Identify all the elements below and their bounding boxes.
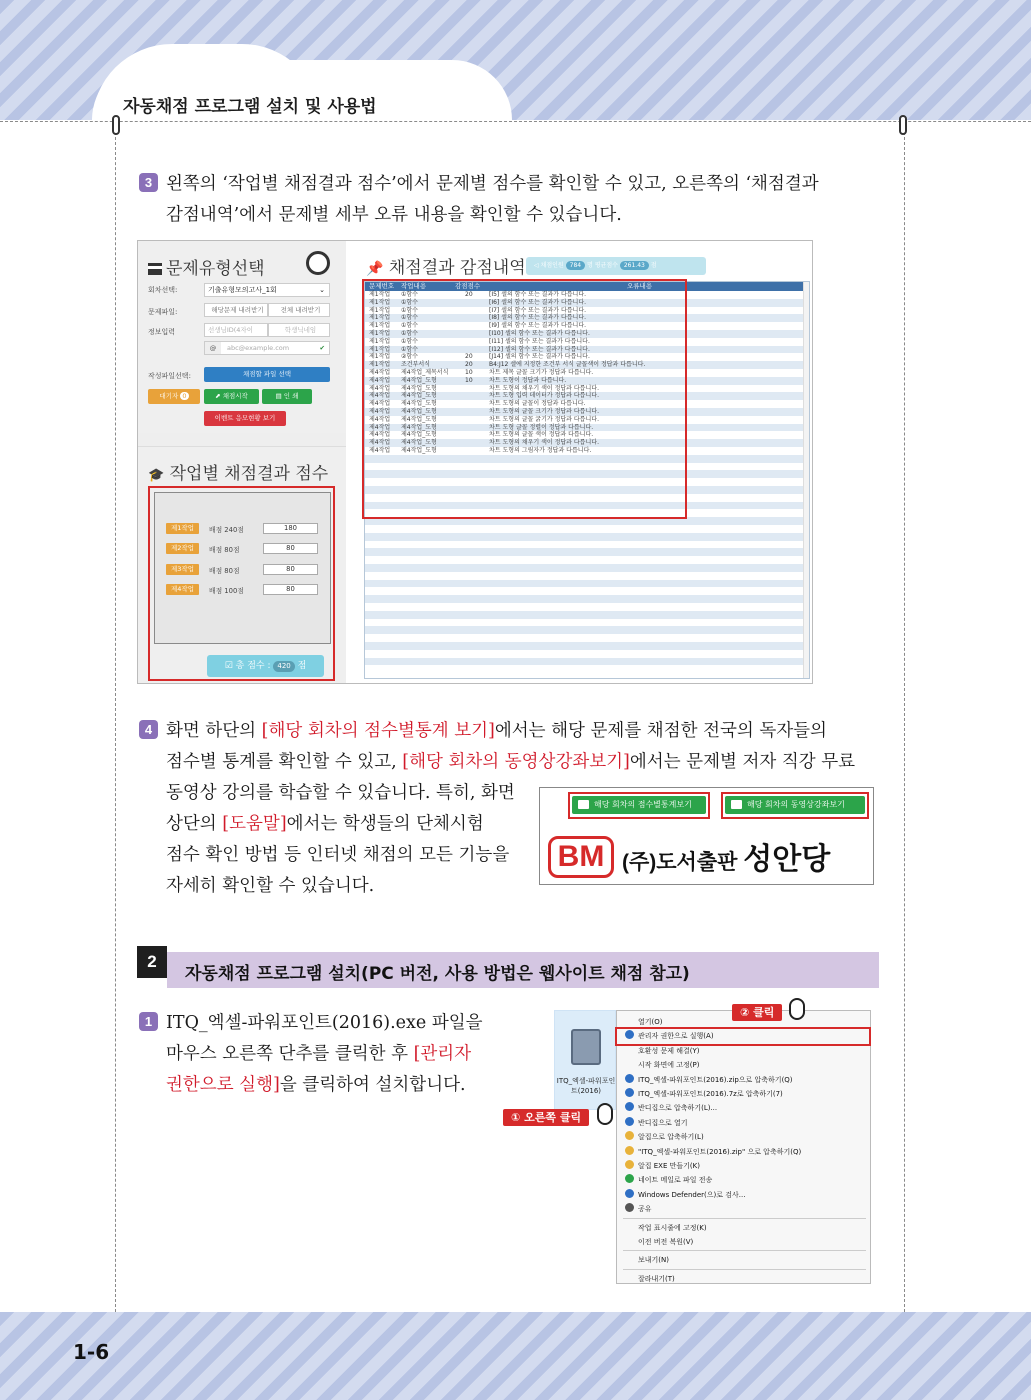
step4-text: 동영상 강의를 학습할 수 있습니다. 특히, 화면 <box>166 783 515 803</box>
click-callout: ② 클릭 <box>732 1004 782 1021</box>
table-cell: 차트 도형이 정답과 다릅니다. <box>489 376 567 384</box>
graders-value: 784 <box>566 261 585 270</box>
table-cell: ②함수 <box>401 353 418 361</box>
context-menu-item-label: 관리자 권한으로 실행(A) <box>638 1032 714 1041</box>
section2-heading <box>137 946 879 988</box>
wait-count: 0 <box>182 392 187 400</box>
step1-paragraph <box>139 1008 529 1101</box>
step-badge: 3 <box>139 173 158 192</box>
print-label: 인 쇄 <box>283 392 299 400</box>
step4-text: 점수별 통계를 확인할 수 있고, <box>166 752 403 772</box>
printer-icon: ▤ <box>275 392 282 400</box>
score-heading-text: 작업별 채점결과 점수 <box>169 464 329 484</box>
table-row <box>365 619 805 627</box>
start-grading-button[interactable] <box>204 389 259 404</box>
help-link-text: [도움말] <box>222 814 287 834</box>
table-cell: 제4작업 <box>369 415 391 423</box>
context-menu-item-label: Windows Defender(으)로 검사... <box>638 1190 746 1199</box>
table-cell: 차트 도형의 글꼴 크기가 정답과 다릅니다. <box>489 408 599 415</box>
table-scrollbar[interactable] <box>803 282 809 679</box>
publisher-main-name: 성안당 <box>743 843 831 876</box>
table-cell: [I12] 셀의 함수 또는 결과가 다릅니다. <box>489 345 590 353</box>
download-problem-button[interactable]: 해당문제 내려받기 <box>204 303 268 317</box>
context-menu-item-label: 공유 <box>638 1205 652 1214</box>
pin-icon: 📌 <box>366 261 384 277</box>
list-icon <box>148 263 162 275</box>
table-cell: ①함수 <box>401 298 418 306</box>
deduction-highlight-box <box>362 279 687 519</box>
context-menu-item[interactable] <box>625 1073 793 1087</box>
table-cell: 제4작업 <box>369 376 391 384</box>
event-button[interactable]: 이벤트 응모현황 보기 <box>204 411 286 426</box>
binder-pin-icon <box>112 115 120 135</box>
avg-unit: 점 <box>650 262 657 269</box>
table-cell: 제4작업_도형 <box>401 384 437 392</box>
step4-text: 에서는 문제별 저자 직강 무료 <box>629 752 856 772</box>
grading-app-screenshot <box>137 240 813 684</box>
result-stats <box>526 257 706 275</box>
table-cell: [I6] 셀의 함수 또는 결과가 다릅니다. <box>489 298 587 306</box>
context-menu-item[interactable] <box>625 1221 707 1235</box>
score-label: 배점 80점 <box>209 546 240 554</box>
stats-icon <box>578 800 589 809</box>
score-label: 배점 80점 <box>209 567 240 575</box>
section2-number: 2 <box>137 946 167 978</box>
table-cell: 제1작업 <box>369 353 391 361</box>
table-row <box>365 634 805 642</box>
table-cell: 제4작업_도형 <box>401 392 437 400</box>
installer-file-label: ITQ_엑셀-파워포인트(2016) <box>556 1077 616 1095</box>
total-unit: 점 <box>297 661 307 671</box>
context-menu-item-label: 이전 버전 복원(V) <box>638 1238 694 1246</box>
graders-label: 채점인원 <box>540 262 564 269</box>
video-view-button[interactable] <box>725 796 865 814</box>
score-value: 180 <box>263 523 318 534</box>
table-row <box>365 626 805 634</box>
context-menu-item-label: 시작 화면에 고정(P) <box>638 1061 700 1070</box>
context-menu-item-label: 알집으로 압축하기(L) <box>638 1133 704 1142</box>
left-pane <box>138 241 346 683</box>
email-input[interactable] <box>204 341 330 355</box>
stats-link-text: [해당 회차의 점수별통계 보기] <box>261 721 495 741</box>
table-row <box>365 658 805 666</box>
context-menu-item-label: 잘라내기(T) <box>638 1274 675 1283</box>
column-header: 오류내용 <box>627 282 653 290</box>
menu-item-icon <box>625 1088 634 1097</box>
page-number: 1-6 <box>73 1340 110 1364</box>
context-menu-item[interactable] <box>625 1188 745 1202</box>
table-cell: 제4작업_도형 <box>401 376 437 384</box>
file-label: 문제파일: <box>148 308 178 316</box>
mouse-icon <box>597 1103 613 1125</box>
publisher-prefix: (주)도서출판 <box>622 851 744 874</box>
menu-item-icon <box>625 1102 634 1111</box>
context-menu-item[interactable] <box>625 1116 688 1130</box>
step4-text: 자세히 확인할 수 있습니다. <box>166 876 375 896</box>
table-row <box>365 595 805 603</box>
context-menu-item[interactable] <box>625 1202 652 1216</box>
step4-text: 점수 확인 방법 등 인터넷 채점의 모든 기능을 <box>166 845 510 865</box>
context-menu-item-label: 반디집으로 열기 <box>638 1118 688 1127</box>
table-cell: 제4작업 <box>369 439 391 447</box>
round-label: 회차선택: <box>148 286 178 294</box>
menu-item-icon <box>625 1146 634 1155</box>
start-grading-label: 채점시작 <box>222 392 248 400</box>
check-square-icon: ☑ <box>224 661 233 671</box>
video-link-text: [해당 회차의 동영상강좌보기] <box>402 752 630 772</box>
binder-pin-icon <box>899 115 907 135</box>
menu-item-icon <box>625 1174 634 1183</box>
alarm-clock-icon <box>306 251 330 275</box>
right-click-callout: ① 오른쪽 클릭 <box>503 1109 589 1126</box>
avg-value: 261.43 <box>620 261 649 270</box>
menu-item-icon <box>625 1117 634 1126</box>
context-menu-item-label: 작업 표시줄에 고정(K) <box>638 1223 707 1232</box>
context-menu-item[interactable] <box>625 1130 704 1144</box>
email-placeholder: abc@example.com <box>227 344 290 352</box>
context-menu-item[interactable] <box>625 1272 675 1286</box>
table-cell: 차트 도형의 그림자가 정답과 다릅니다. <box>489 447 592 454</box>
context-menu-item-label: 네이트 메일로 파일 전송 <box>638 1176 713 1185</box>
table-cell: 제4작업_도형 <box>401 415 437 423</box>
avg-label: 평균점수 <box>594 262 618 269</box>
table-cell: 제4작업 <box>369 400 391 408</box>
table-cell: 차트 도형의 글꼴 굵기가 정답과 다릅니다. <box>489 415 599 423</box>
context-menu-item-label: ITQ_엑셀-파워포인트(2016).7z로 압축하기(7) <box>638 1090 783 1098</box>
score-label: 배점 240점 <box>209 526 244 534</box>
table-cell: [J14] 셀의 함수 또는 결과가 다릅니다. <box>489 353 590 361</box>
menu-separator <box>623 1269 866 1270</box>
score-heading <box>148 459 328 484</box>
menu-item-icon <box>625 1074 634 1083</box>
table-cell: 제4작업 <box>369 369 391 376</box>
step3-line2: 감점내역’에서 문제별 세부 오류 내용을 확인할 수 있습니다. <box>166 205 622 225</box>
table-cell: B4:J12 셀에 지정한 조건부 서식 글꼴색이 정답과 다릅니다. <box>489 361 646 369</box>
score-value: 80 <box>263 584 318 595</box>
table-cell: [I9] 셀의 함수 또는 결과가 다릅니다. <box>489 322 587 330</box>
table-cell: 차트 도형의 채우기 색이 정답과 다릅니다. <box>489 384 599 392</box>
table-cell: 차트 도형 글꼴 정렬이 정답과 다릅니다. <box>489 423 594 431</box>
table-cell: 10 <box>465 369 473 376</box>
section2-title: 자동채점 프로그램 설치(PC 버전, 사용 방법은 웹사이트 채점 참고) <box>185 964 690 984</box>
column-header: 작업내용 <box>401 282 427 290</box>
teacher-id-input[interactable]: 선생님ID(4자이 <box>204 323 268 337</box>
context-menu-item-label: 열기(O) <box>638 1018 663 1026</box>
context-menu <box>616 1010 871 1284</box>
run-as-admin-text: 권한으로 실행] <box>166 1075 280 1095</box>
table-cell: 제4작업_도형 <box>401 439 437 447</box>
context-menu-screenshot <box>554 1010 871 1284</box>
result-heading <box>366 253 526 278</box>
table-cell: 10 <box>465 376 473 384</box>
table-cell: 제4작업_도형 <box>401 423 437 431</box>
student-name-input[interactable]: 학생닉네임 <box>268 323 330 337</box>
table-cell: ①함수 <box>401 306 418 314</box>
column-header: 문제번호 <box>369 282 395 290</box>
problem-type-heading-text: 문제유형선택 <box>166 259 265 279</box>
chapter-header-title: 자동채점 프로그램 설치 및 사용법 <box>123 97 377 117</box>
table-cell: ①함수 <box>401 322 418 330</box>
print-button[interactable] <box>262 389 312 404</box>
installer-icon <box>571 1029 601 1065</box>
score-value: 80 <box>263 543 318 554</box>
table-cell: [I11] 셀의 함수 또는 결과가 다릅니다. <box>489 337 590 345</box>
table-cell: 차트 도형의 채우기 색이 정답과 다릅니다. <box>489 439 599 447</box>
wait-badge <box>148 389 200 404</box>
score-list <box>154 492 331 644</box>
menu-item-icon <box>625 1189 634 1198</box>
info-label: 정보입력 <box>148 328 176 336</box>
table-cell: 제1작업 <box>369 345 391 353</box>
table-cell: [I10] 셀의 함수 또는 결과가 다릅니다. <box>489 330 590 337</box>
table-row <box>365 525 805 533</box>
table-cell: 제1작업 <box>369 291 391 298</box>
context-menu-item-label: 호환성 문제 해결(Y) <box>638 1046 700 1055</box>
context-menu-item[interactable] <box>625 1101 717 1115</box>
table-row <box>365 603 805 611</box>
wait-label: 대기자 <box>159 392 179 400</box>
stats-view-button[interactable] <box>572 796 706 814</box>
menu-separator <box>623 1218 866 1219</box>
total-value: 420 <box>273 661 294 672</box>
graduation-cap-icon: 🎓 <box>148 468 165 483</box>
at-sign-icon: @ <box>205 342 221 354</box>
context-menu-item-label: ITQ_엑셀-파워포인트(2016).zip으로 압축하기(Q) <box>638 1075 793 1084</box>
table-cell: ①함수 <box>401 291 418 298</box>
table-cell: 제1작업 <box>369 298 391 306</box>
context-menu-item-label: 알집 EXE 만들기(K) <box>638 1162 700 1170</box>
context-menu-item[interactable] <box>625 1173 712 1187</box>
table-cell: 20 <box>465 291 473 298</box>
work-file-label: 작성파일선택: <box>148 372 191 380</box>
stats-view-label: 해당 회차의 점수별통계보기 <box>594 800 692 809</box>
menu-separator <box>623 1250 866 1251</box>
step3-paragraph <box>139 169 889 231</box>
round-select-value: 기출유형모의고사_1회 <box>208 286 277 294</box>
select-file-button[interactable]: 채점할 파일 선택 <box>204 367 330 382</box>
megaphone-icon: ◁ <box>534 262 539 269</box>
context-menu-item[interactable] <box>625 1087 783 1101</box>
table-row <box>365 587 805 595</box>
table-cell: 20 <box>465 353 473 361</box>
table-cell: 제4작업_도형 <box>401 408 437 415</box>
table-cell: ①함수 <box>401 314 418 322</box>
download-all-button[interactable]: 전체 내려받기 <box>268 303 330 317</box>
step1-text: ITQ_엑셀-파워포인트(2016).exe 파일을 <box>166 1013 483 1033</box>
table-cell: ①함수 <box>401 345 418 353</box>
context-menu-item[interactable] <box>625 1058 699 1072</box>
context-menu-item-label: "ITQ_엑셀-파워포인트(2016).zip" 으로 압축하기(Q) <box>638 1147 802 1156</box>
table-cell: [I7] 셀의 함수 또는 결과가 다릅니다. <box>489 306 587 314</box>
table-cell: 제1작업 <box>369 337 391 345</box>
context-menu-item[interactable] <box>625 1159 700 1173</box>
result-heading-text: 채점결과 감점내역 <box>388 258 526 278</box>
score-tag: 제1작업 <box>166 523 199 534</box>
run-as-admin-text: [관리자 <box>413 1044 472 1064</box>
publisher-name <box>622 834 830 878</box>
table-cell: 제4작업 <box>369 447 391 454</box>
table-row <box>365 665 805 673</box>
table-cell: 제4작업_도형 <box>401 400 437 408</box>
table-cell: 제4작업 <box>369 408 391 415</box>
step3-line1: 왼쪽의 ‘작업별 채점결과 점수’에서 문제별 점수를 확인할 수 있고, 오른쪽의 ‘채점결과 <box>166 174 819 194</box>
mouse-icon <box>789 998 805 1020</box>
menu-item-icon <box>625 1160 634 1169</box>
step4-text: 에서는 학생들의 단체시험 <box>286 814 484 834</box>
table-cell: 제1작업 <box>369 361 391 369</box>
run-as-admin-highlight <box>615 1027 871 1046</box>
table-row <box>365 642 805 650</box>
problem-type-panel <box>138 241 346 433</box>
total-label: 총 점수 : <box>235 661 271 671</box>
chevron-down-icon: ⌄ <box>319 286 325 294</box>
step-badge: 1 <box>139 1012 158 1031</box>
table-cell: ①함수 <box>401 337 418 345</box>
table-cell: 차트 도형의 글꼴 색이 정답과 다릅니다. <box>489 431 594 439</box>
installer-file[interactable] <box>554 1010 616 1110</box>
table-row <box>365 564 805 572</box>
table-row <box>365 572 805 580</box>
table-row <box>365 533 805 541</box>
table-cell: 20 <box>465 361 473 369</box>
check-icon: ✔ <box>319 344 325 352</box>
table-row <box>365 580 805 588</box>
step-badge: 4 <box>139 720 158 739</box>
table-cell: 차트 제목 글꼴 크기가 정답과 다릅니다. <box>489 369 594 376</box>
table-cell: 제4작업_제목서식 <box>401 369 449 376</box>
table-cell: 제1작업 <box>369 314 391 322</box>
table-cell: 차트 도형 입력 데이터가 정답과 다릅니다. <box>489 392 599 400</box>
table-cell: [I8] 셀의 함수 또는 결과가 다릅니다. <box>489 314 587 322</box>
context-menu-item[interactable] <box>625 1235 693 1249</box>
table-cell: 제4작업 <box>369 423 391 431</box>
context-menu-item-label: 반디집으로 압축하기(L)... <box>638 1104 718 1113</box>
score-tag: 제2작업 <box>166 543 199 554</box>
table-cell: 조건부서식 <box>401 361 430 369</box>
video-camera-icon <box>731 800 742 809</box>
chart-icon: ⬈ <box>215 392 221 400</box>
table-row <box>365 611 805 619</box>
step4-text: 화면 하단의 <box>166 721 262 741</box>
menu-item-icon <box>625 1131 634 1140</box>
table-row <box>365 548 805 556</box>
table-cell: ①함수 <box>401 330 418 337</box>
table-cell: 제1작업 <box>369 306 391 314</box>
context-menu-item-label: 보내기(N) <box>638 1256 669 1265</box>
round-select[interactable] <box>204 283 330 297</box>
problem-type-heading <box>148 254 265 279</box>
table-row <box>365 541 805 549</box>
table-cell: 제4작업_도형 <box>401 431 437 439</box>
context-menu-item[interactable] <box>625 1145 801 1159</box>
table-cell: 제4작업_도형 <box>401 447 437 454</box>
score-tag: 제3작업 <box>166 564 199 575</box>
step1-text: 마우스 오른쪽 단추를 클릭한 후 <box>166 1044 414 1064</box>
right-pane <box>356 241 812 683</box>
total-score-button[interactable] <box>207 655 324 677</box>
bottom-decorative-band <box>0 1312 1031 1400</box>
step4-text: 에서는 해당 문제를 채점한 전국의 독자들의 <box>494 721 827 741</box>
context-menu-item[interactable] <box>625 1253 669 1267</box>
column-header: 감점점수 <box>455 282 481 290</box>
table-cell: 제4작업 <box>369 384 391 392</box>
table-cell: 제1작업 <box>369 322 391 330</box>
table-row <box>365 556 805 564</box>
score-highlight-box <box>148 486 335 681</box>
table-cell: [I5] 셀의 함수 또는 결과가 다릅니다. <box>489 291 587 298</box>
step4-text: 상단의 <box>166 814 223 834</box>
graders-unit: 명 <box>587 262 593 269</box>
menu-item-icon <box>625 1203 634 1212</box>
step1-text: 을 클릭하여 설치합니다. <box>279 1075 466 1095</box>
bottom-buttons-screenshot <box>539 787 874 885</box>
score-tag: 제4작업 <box>166 584 199 595</box>
score-value: 80 <box>263 564 318 575</box>
table-cell: 차트 도형의 글꼴이 정답과 다릅니다. <box>489 400 586 408</box>
score-label: 배점 100점 <box>209 587 244 595</box>
video-view-label: 해당 회차의 동영상강좌보기 <box>747 800 845 809</box>
table-row <box>365 650 805 658</box>
table-cell: 제1작업 <box>369 330 391 337</box>
publisher-logo: BM <box>548 836 614 878</box>
table-cell: 제4작업 <box>369 392 391 400</box>
table-cell: 제4작업 <box>369 431 391 439</box>
